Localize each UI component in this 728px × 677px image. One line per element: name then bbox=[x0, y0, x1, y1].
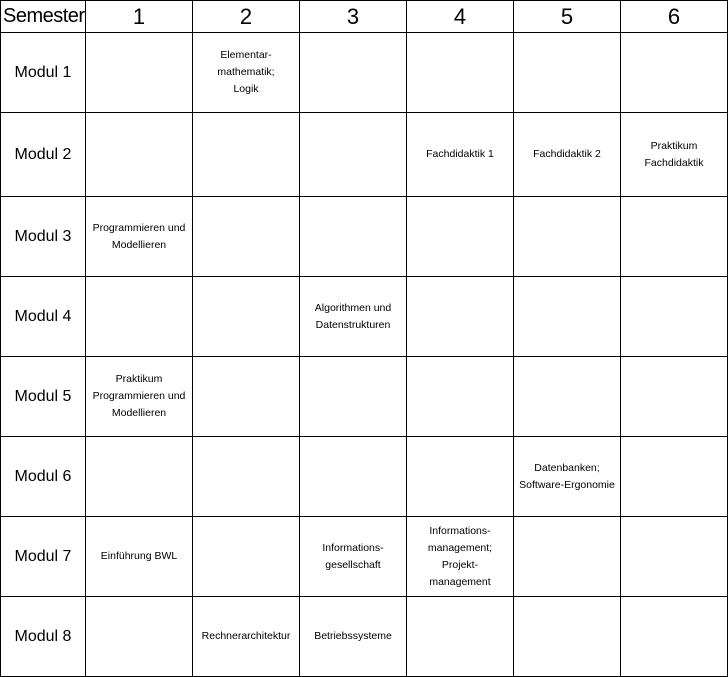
table-row bbox=[1, 517, 728, 597]
table-cell bbox=[86, 517, 193, 597]
module-label: Modul 3 bbox=[1, 197, 86, 277]
table-cell bbox=[514, 33, 621, 113]
table-cell bbox=[407, 357, 514, 437]
cell-text: Informations- gesellschaft bbox=[322, 541, 384, 571]
table-cell bbox=[514, 517, 621, 597]
cell-text: Programmieren und Modellieren bbox=[92, 221, 186, 251]
table-cell bbox=[193, 357, 300, 437]
cell-text: Rechnerarchitektur bbox=[201, 630, 291, 642]
table-cell bbox=[86, 277, 193, 357]
table-cell bbox=[621, 197, 728, 277]
cell-text: Fachdidaktik 1 bbox=[426, 148, 494, 160]
table-row bbox=[1, 113, 728, 197]
table-cell bbox=[407, 437, 514, 517]
table-cell bbox=[193, 113, 300, 197]
module-label: Modul 8 bbox=[1, 597, 86, 677]
table-cell bbox=[300, 597, 407, 677]
header-row bbox=[1, 1, 728, 33]
table-cell bbox=[300, 517, 407, 597]
semester-3-header: 3 bbox=[300, 1, 407, 33]
module-label: Modul 4 bbox=[1, 277, 86, 357]
module-label: Modul 7 bbox=[1, 517, 86, 597]
semester-6-header: 6 bbox=[621, 1, 728, 33]
table-cell bbox=[621, 597, 728, 677]
cell-text: Betriebssysteme bbox=[314, 630, 392, 642]
table-cell bbox=[514, 197, 621, 277]
cell-text: Praktikum Fachdidaktik bbox=[644, 139, 704, 169]
table-row bbox=[1, 277, 728, 357]
table-row bbox=[1, 197, 728, 277]
table-cell bbox=[621, 277, 728, 357]
table-cell bbox=[621, 357, 728, 437]
table-cell bbox=[621, 113, 728, 197]
table-cell bbox=[621, 33, 728, 113]
cell-text: Praktikum Programmieren und Modellieren bbox=[92, 373, 186, 419]
table-cell bbox=[407, 113, 514, 197]
module-label: Modul 6 bbox=[1, 437, 86, 517]
table-cell bbox=[514, 437, 621, 517]
table-cell bbox=[300, 197, 407, 277]
table-cell bbox=[407, 33, 514, 113]
semester-header: Semester bbox=[1, 1, 86, 33]
table-cell bbox=[193, 597, 300, 677]
table-cell bbox=[514, 113, 621, 197]
table-cell bbox=[86, 33, 193, 113]
table-cell bbox=[86, 197, 193, 277]
semester-4-header: 4 bbox=[407, 1, 514, 33]
table-body bbox=[1, 33, 728, 677]
table-cell bbox=[86, 437, 193, 517]
table-row bbox=[1, 33, 728, 113]
table-cell bbox=[86, 113, 193, 197]
table-cell bbox=[193, 197, 300, 277]
table-cell bbox=[621, 517, 728, 597]
table-cell bbox=[300, 113, 407, 197]
table-cell bbox=[86, 597, 193, 677]
table-cell bbox=[514, 597, 621, 677]
module-label: Modul 5 bbox=[1, 357, 86, 437]
semester-2-header: 2 bbox=[193, 1, 300, 33]
table-cell bbox=[407, 197, 514, 277]
cell-text: Elementar- mathematik; Logik bbox=[217, 49, 275, 95]
table-cell bbox=[300, 437, 407, 517]
module-label: Modul 1 bbox=[1, 33, 86, 113]
cell-text: Informations- management; Projekt- management bbox=[427, 524, 493, 588]
table-cell bbox=[86, 357, 193, 437]
semester-1-header: 1 bbox=[86, 1, 193, 33]
cell-text: Datenbanken; Software-Ergonomie bbox=[519, 461, 615, 491]
table-row bbox=[1, 357, 728, 437]
table-cell bbox=[514, 277, 621, 357]
module-label: Modul 2 bbox=[1, 113, 86, 197]
semester-5-header: 5 bbox=[514, 1, 621, 33]
table-cell bbox=[193, 437, 300, 517]
table-cell bbox=[621, 437, 728, 517]
table-cell bbox=[300, 277, 407, 357]
cell-text: Fachdidaktik 2 bbox=[533, 148, 601, 160]
table-row bbox=[1, 597, 728, 677]
table-cell bbox=[193, 517, 300, 597]
cell-text: Algorithmen und Datenstrukturen bbox=[314, 301, 392, 331]
table-cell bbox=[300, 33, 407, 113]
table-cell bbox=[407, 277, 514, 357]
table-cell bbox=[193, 277, 300, 357]
table-cell bbox=[407, 597, 514, 677]
cell-text: Einführung BWL bbox=[100, 550, 178, 562]
table-cell bbox=[300, 357, 407, 437]
table-cell bbox=[407, 517, 514, 597]
table-cell bbox=[514, 357, 621, 437]
table-cell bbox=[193, 33, 300, 113]
table-row bbox=[1, 437, 728, 517]
